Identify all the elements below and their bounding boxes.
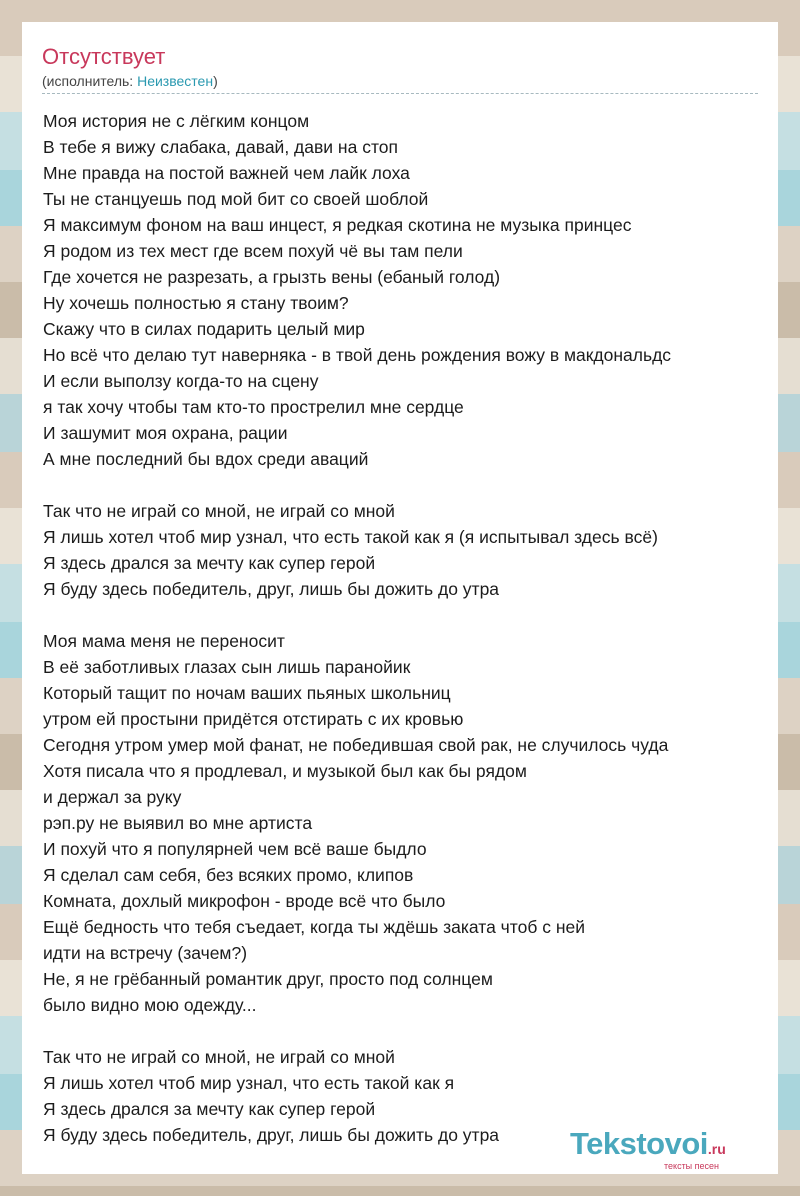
performer-link[interactable]: Неизвестен: [137, 73, 214, 89]
lyric-line: рэп.ру не выявил во мне артиста: [43, 813, 313, 833]
lyric-line: я так хочу чтобы там кто-то прострелил мне сердце: [43, 397, 464, 417]
lyric-line: И зашумит моя охрана, рации: [43, 423, 288, 443]
song-title: Отсутствует: [42, 44, 166, 69]
lyric-line: было видно мою одежду...: [43, 995, 257, 1015]
lyric-line: Комната, дохлый микрофон - вроде всё что было: [43, 891, 446, 911]
logo-name: Tekstovoi: [570, 1126, 708, 1161]
lyric-line: В тебе я вижу слабака, давай, дави на стоп: [43, 137, 398, 157]
lyric-line: Я здесь дрался за мечту как супер герой: [43, 1099, 376, 1119]
lyric-line: В её заботливых глазах сын лишь паранойик: [43, 657, 411, 677]
lyric-line: Так что не играй со мной, не играй со мной: [43, 501, 395, 521]
stanza-break: [43, 1018, 778, 1044]
lyric-line: Так что не играй со мной, не играй со мной: [43, 1047, 395, 1067]
lyrics-text: [43, 108, 778, 1148]
performer-suffix: ): [213, 73, 218, 89]
lyric-line: утром ей простыни придётся отстирать с их кровью: [43, 709, 464, 729]
lyric-line: А мне последний бы вдох среди аваций: [43, 449, 369, 469]
logo-tld: .ru: [707, 1141, 726, 1157]
lyric-line: Я буду здесь победитель, друг, лишь бы дожить до утра: [43, 579, 500, 599]
lyric-line: Где хочется не разрезать, а грызть вены (ебаный голод): [43, 267, 501, 287]
performer-prefix: (исполнитель:: [42, 73, 138, 89]
lyric-line: Скажу что в силах подарить целый мир: [43, 319, 365, 339]
lyric-line: Моя история не с лёгким концом: [43, 111, 310, 131]
lyric-line: Ты не станцуешь под мой бит со своей шоблой: [43, 189, 429, 209]
stanza-break: [43, 472, 778, 498]
lyric-line: Который тащит по ночам ваших пьяных школьниц: [43, 683, 451, 703]
title-divider: [42, 93, 758, 94]
lyric-line: Ещё бедность что тебя съедает, когда ты ждёшь заката чтоб с ней: [43, 917, 585, 937]
performer-line: [42, 73, 218, 89]
lyric-line: Я лишь хотел чтоб мир узнал, что есть такой как я (я испытывал здесь всё): [43, 527, 658, 547]
lyric-line: Не, я не грёбанный романтик друг, просто под солнцем: [43, 969, 493, 989]
lyric-line: Но всё что делаю тут наверняка - в твой день рождения вожу в макдональдс: [43, 345, 672, 365]
lyric-line: И похуй что я популярней чем всё ваше быдло: [43, 839, 427, 859]
lyric-line: Я буду здесь победитель, друг, лишь бы дожить до утра: [43, 1125, 500, 1145]
lyric-line: Я максимум фоном на ваш инцест, я редкая скотина не музыка принцес: [43, 215, 632, 235]
lyric-line: Сегодня утром умер мой фанат, не победившая свой рак, не случилось чуда: [43, 735, 669, 755]
lyric-line: Я сделал сам себя, без всяких промо, клипов: [43, 865, 414, 885]
lyric-line: Моя мама меня не переносит: [43, 631, 285, 651]
lyric-line: идти на встречу (зачем?): [43, 943, 248, 963]
stanza-break: [43, 602, 778, 628]
lyric-line: Мне правда на постой важней чем лайк лоха: [43, 163, 410, 183]
lyric-line: Я здесь дрался за мечту как супер герой: [43, 553, 376, 573]
lyric-line: И если выползу когда-то на сцену: [43, 371, 319, 391]
lyric-line: Я лишь хотел чтоб мир узнал, что есть такой как я: [43, 1073, 455, 1093]
lyric-line: Ну хочешь полностью я стану твоим?: [43, 293, 349, 313]
lyric-line: и держал за руку: [43, 787, 182, 807]
logo-tagline: тексты песен: [664, 1161, 720, 1171]
lyric-line: Хотя писала что я продлевал, и музыкой был как бы рядом: [43, 761, 527, 781]
lyrics-card: [22, 22, 778, 1174]
lyric-line: Я родом из тех мест где всем похуй чё вы там пели: [43, 241, 463, 261]
